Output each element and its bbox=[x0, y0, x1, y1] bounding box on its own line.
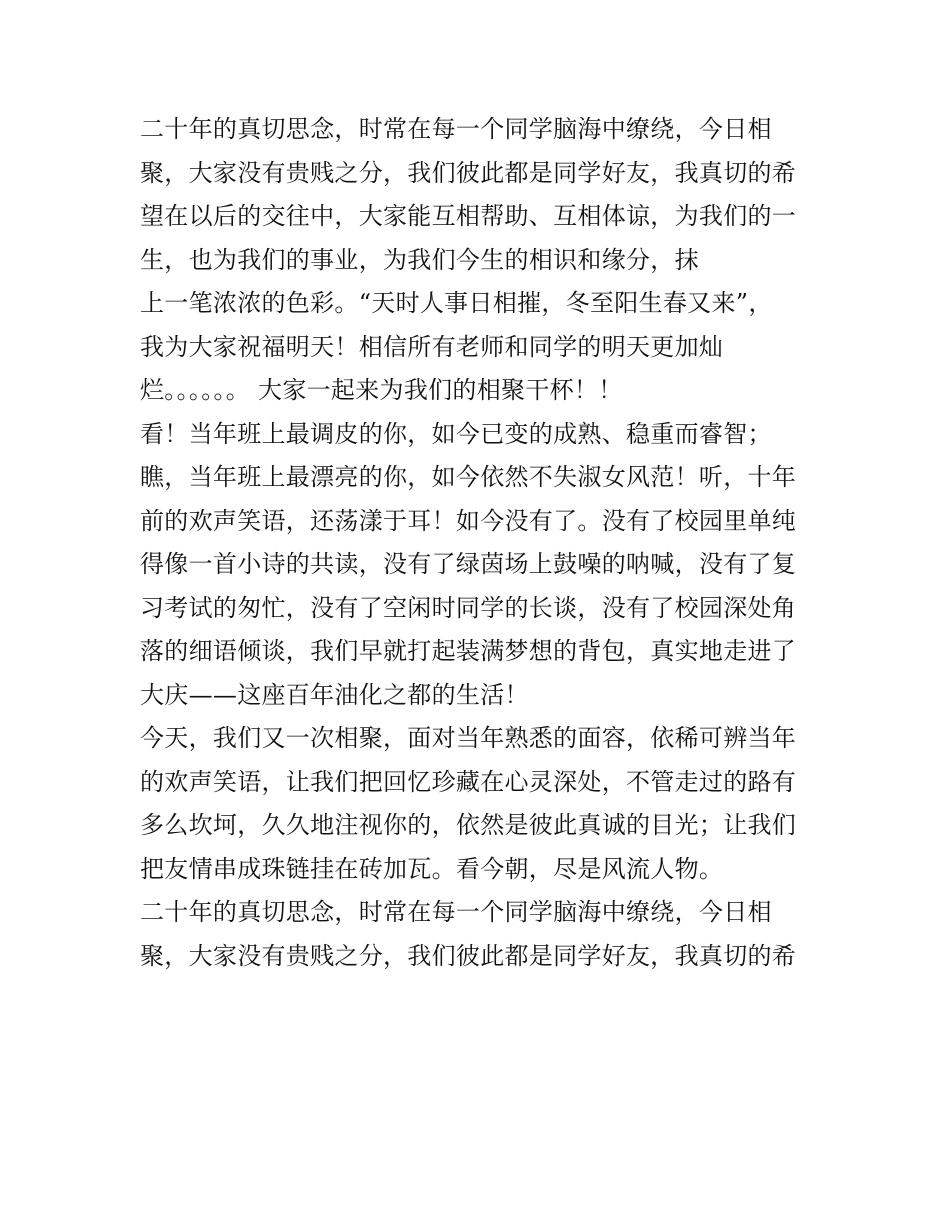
text-line: 瞧，当年班上最漂亮的你，如今依然不失淑女风范！听，十年 bbox=[140, 463, 797, 491]
text-line: 的欢声笑语，让我们把回忆珍藏在心灵深处，不管走过的路有 bbox=[140, 767, 797, 796]
text-line: 大庆——这座百年油化之都的生活！ bbox=[140, 680, 529, 709]
text-line: 烂。。。。。。 大家一起来为我们的相聚干杯！！ bbox=[140, 376, 623, 404]
text-line: 看！当年班上最调皮的你，如今已变的成熟、稳重而睿智； bbox=[140, 419, 772, 448]
text-line: 聚，大家没有贵贱之分，我们彼此都是同学好友，我真切的希 bbox=[140, 158, 797, 187]
text-line: 望在以后的交往中，大家能互相帮助、互相体谅，为我们的一 bbox=[140, 202, 797, 230]
text-line: 前的欢声笑语，还荡漾于耳！如今没有了。没有了校园里单纯 bbox=[140, 506, 797, 535]
text-line: 聚，大家没有贵贱之分，我们彼此都是同学好友，我真切的希 bbox=[140, 941, 797, 970]
text-line: 上一笔浓浓的色彩。“天时人事日相摧，冬至阳生春又来”， bbox=[140, 289, 773, 317]
text-line: 多么坎坷，久久地注视你的，依然是彼此真诚的目光；让我们 bbox=[140, 811, 797, 839]
text-line: 我为大家祝福明天！相信所有老师和同学的明天更加灿 bbox=[140, 332, 724, 361]
text-line: 落的细语倾谈，我们早就打起装满梦想的背包，真实地走进了 bbox=[140, 637, 797, 665]
text-line: 得像一首小诗的共读，没有了绿茵场上鼓噪的呐喊，没有了复 bbox=[140, 550, 797, 578]
document-body bbox=[140, 108, 820, 978]
text-line: 把友情串成珠链挂在砖加瓦。看今朝，尽是风流人物。 bbox=[140, 854, 724, 883]
text-line: 二十年的真切思念，时常在每一个同学脑海中缭绕，今日相 bbox=[140, 115, 772, 143]
text-line: 习考试的匆忙，没有了空闲时同学的长谈，没有了校园深处角 bbox=[140, 593, 797, 622]
text-line: 二十年的真切思念，时常在每一个同学脑海中缭绕，今日相 bbox=[140, 898, 772, 926]
text-line: 生，也为我们的事业，为我们今生的相识和缘分，抹 bbox=[140, 245, 699, 274]
text-line: 今天，我们又一次相聚，面对当年熟悉的面容，依稀可辨当年 bbox=[140, 724, 797, 752]
